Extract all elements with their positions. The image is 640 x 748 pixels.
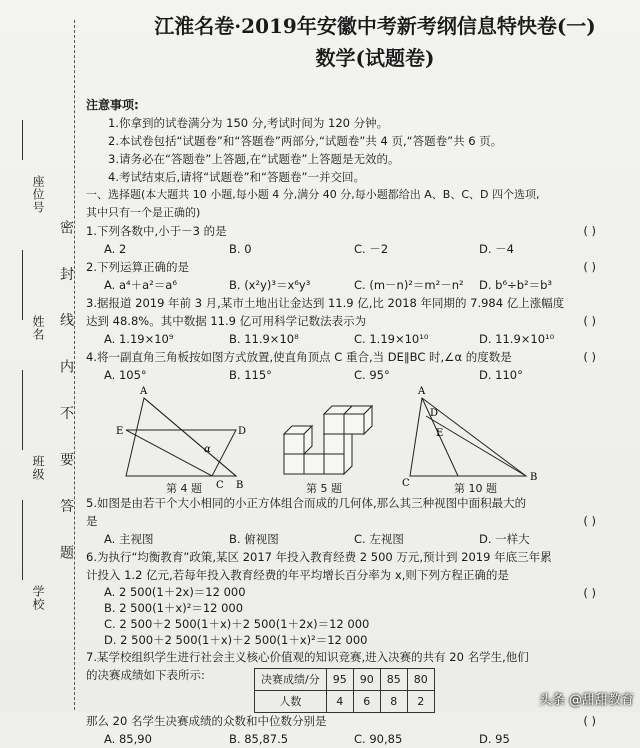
- figures-svg: [86, 384, 626, 494]
- question-6: [86, 548, 626, 566]
- section-heading-2: 其中只有一个是正确的): [86, 206, 201, 219]
- question-stem-2: 的决赛成绩如下表所示:: [86, 668, 205, 682]
- question-7: [86, 648, 626, 666]
- option-b: B. 11.9×10⁸: [229, 332, 299, 346]
- answer-bracket: ( ): [583, 260, 596, 274]
- question-stem: 7.某学校组织学生进行社会主义核心价值观的知识竞赛,进入决赛的共有 20 名学生,他们: [86, 650, 529, 664]
- table-cell: 95: [326, 669, 353, 691]
- question-stem: 4.将一副直角三角板按如图方式放置,使直角顶点 C 重合,当 DE∥BC 时,∠α 的度数是: [86, 350, 512, 364]
- fig10-triangle: [410, 398, 526, 476]
- paper-content: [86, 96, 626, 748]
- question-stem: 6.为执行“均衡教育”政策,某区 2017 年投入教育经费 2 500 万元,预计到 2019 年底三年累: [86, 550, 552, 564]
- notice-item: 2.本试卷包括“试题卷”和“答题卷”两部分,“试题卷”共 4 页,“答题卷”共 6 页。: [108, 134, 503, 148]
- option-b: B. 115°: [229, 368, 272, 382]
- seal-warning: 密 封 线 内 不 要 答 题: [58, 220, 74, 574]
- answer-bracket: ( ): [583, 514, 596, 528]
- option-c: C. (m－n)²＝m²－n²: [354, 278, 464, 292]
- fig4-label-alpha: α: [204, 444, 211, 455]
- paper-title: 江淮名卷·2019年安徽中考新考纲信息特快卷(一): [154, 14, 596, 38]
- seat-label: 座位号: [31, 175, 45, 214]
- question-5-line2: [86, 512, 626, 530]
- table-cell: 8: [380, 691, 407, 713]
- answer-bracket: ( ): [583, 350, 596, 364]
- option-b: B. 0: [229, 242, 252, 256]
- options: [86, 366, 626, 384]
- fig10-label-d: D: [430, 408, 439, 419]
- options: [86, 276, 626, 294]
- option-d: D. 2 500＋2 500(1＋x)＋2 500(1＋x)²＝12 000: [104, 633, 368, 647]
- fig4-caption: 第 4 题: [166, 482, 202, 495]
- question-stem-2: 达到 48.8%。其中数据 11.9 亿可用科学记数法表示为: [86, 314, 367, 328]
- options: [86, 240, 626, 258]
- question-5: [86, 494, 626, 512]
- question-stem: 3.据报道 2019 年前 3 月,某市土地出让金达到 11.9 亿,比 2018 年同期的 7.984 亿上涨幅度: [86, 296, 565, 310]
- option-b: B. (x²y)³＝x⁶y³: [229, 278, 311, 292]
- table-cell: 2: [407, 691, 434, 713]
- question-1: [86, 222, 626, 240]
- option-c: C. －2: [354, 242, 389, 256]
- option-a: A. 85,90: [104, 732, 152, 746]
- option-b: B. 2 500(1＋x)²＝12 000: [104, 601, 244, 615]
- option-a: A. 1.19×10⁹: [104, 332, 174, 346]
- table-cell: 85: [380, 669, 407, 691]
- table-row: [255, 691, 435, 713]
- fig5-caption: 第 5 题: [306, 482, 342, 495]
- fig10-label-a: A: [418, 386, 426, 397]
- option-b: B. 俯视图: [229, 532, 279, 546]
- notice-title: 注意事项:: [86, 98, 139, 112]
- fig5-cubes: [284, 406, 372, 474]
- table-row: [255, 669, 435, 691]
- options: [86, 330, 626, 348]
- name-label: 姓名: [31, 315, 45, 341]
- question-3: [86, 294, 626, 312]
- fig10-label-e: E: [436, 428, 444, 439]
- figures-row: [86, 384, 626, 494]
- question-stem: 5.如图是由若干个大小相同的小正方体组合而成的几何体,那么其三种视图中面积最大的: [86, 496, 527, 510]
- binding-strip: [0, 0, 78, 712]
- option-d: D. 一样大: [479, 532, 530, 546]
- answer-bracket: ( ): [583, 314, 596, 328]
- score-table: [254, 668, 435, 713]
- watermark: 头条 @甜甜教育: [538, 693, 634, 708]
- fig10-caption: 第 10 题: [454, 482, 497, 495]
- answer-bracket: ( ): [583, 586, 596, 600]
- question-7-line3: [86, 712, 626, 730]
- table-cell: 4: [326, 691, 353, 713]
- section-heading: 一、选择题(本大题共 10 小题,每小题 4 分,满分 40 分,每小题都给出 A、B、C、D 四个选项,: [86, 188, 540, 201]
- table-cell: 80: [407, 669, 434, 691]
- school-label: 学校: [31, 585, 45, 611]
- option-c: C. 95°: [354, 368, 390, 382]
- question-stem-2: 是: [86, 514, 98, 528]
- option-a: A. 105°: [104, 368, 147, 382]
- options-column: [86, 584, 626, 648]
- option-a: A. 2 500(1＋2x)＝12 000: [104, 585, 246, 599]
- question-stem: 1.下列各数中,小于－3 的是: [86, 224, 227, 238]
- notice-item: 3.请务必在“答题卷”上答题,在“试题卷”上答题是无效的。: [108, 152, 400, 166]
- table-cell: 决赛成绩/分: [255, 669, 327, 691]
- notice-item: 1.你拿到的试卷满分为 150 分,考试时间为 120 分钟。: [108, 116, 389, 130]
- option-c: C. 90,85: [354, 732, 403, 746]
- question-stem-2: 计投入 1.2 亿元,若每年投入教育经费的年平均增长百分率为 x,则下列方程正确的是: [86, 568, 509, 582]
- fig4-triangles: [126, 398, 236, 476]
- table-cell: 6: [353, 691, 380, 713]
- option-d: D. 11.9×10¹⁰: [479, 332, 555, 346]
- notice-item: 4.考试结束后,请将“试题卷”和“答题卷”一并交回。: [108, 170, 365, 184]
- answer-bracket: ( ): [583, 224, 596, 238]
- fig10-label-c: C: [402, 478, 410, 489]
- question-3-line2: [86, 312, 626, 330]
- option-d: D. b⁶÷b²＝b³: [479, 278, 553, 292]
- question-stem-3: 那么 20 名学生决赛成绩的众数和中位数分别是: [86, 714, 327, 728]
- paper-subtitle: 数学(试题卷): [315, 46, 435, 70]
- answer-bracket: ( ): [583, 714, 596, 728]
- option-d: D. 95: [479, 732, 510, 746]
- option-a: A. a⁴＋a²＝a⁶: [104, 278, 177, 292]
- option-d: D. 110°: [479, 368, 523, 382]
- option-b: B. 85,87.5: [229, 732, 289, 746]
- options: [86, 730, 626, 748]
- class-label: 班级: [31, 455, 45, 481]
- question-stem: 2.下列运算正确的是: [86, 260, 189, 274]
- options: [86, 530, 626, 548]
- option-d: D. －4: [479, 242, 514, 256]
- option-c: C. 1.19×10¹⁰: [354, 332, 429, 346]
- question-2: [86, 258, 626, 276]
- option-a: A. 2: [104, 242, 127, 256]
- table-cell: 90: [353, 669, 380, 691]
- option-c: C. 左视图: [354, 532, 404, 546]
- fig4-label-b: B: [236, 480, 244, 491]
- table-cell: 人数: [255, 691, 327, 713]
- fig4-label-c: C: [216, 480, 224, 491]
- fig4-label-d: D: [238, 426, 247, 437]
- question-4: [86, 348, 626, 366]
- option-a: A. 主视图: [104, 532, 154, 546]
- fig4-label-e: E: [116, 426, 124, 437]
- fig4-label-a: A: [140, 386, 148, 397]
- fig10-label-b: B: [530, 472, 538, 483]
- option-c: C. 2 500＋2 500(1＋x)＋2 500(1＋2x)＝12 000: [104, 617, 370, 631]
